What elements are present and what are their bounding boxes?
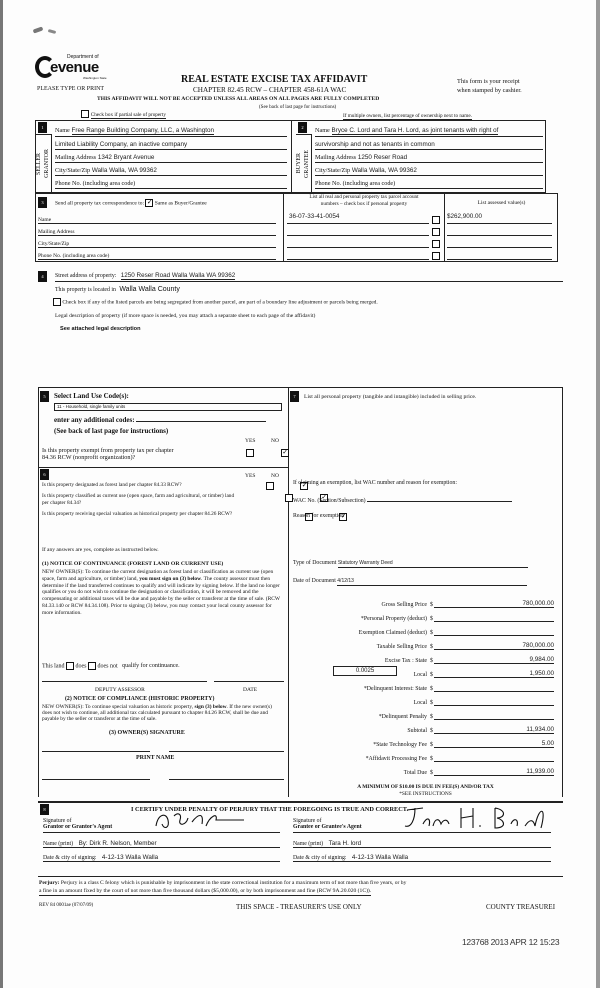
additional-codes-row bbox=[54, 415, 266, 424]
assessor-date-line[interactable] bbox=[214, 680, 284, 682]
multiple-owners-note: If multiple owners, list percentage of ownership next to name. bbox=[343, 113, 472, 119]
segregated-checkbox[interactable] bbox=[53, 298, 61, 306]
correspondence-fields bbox=[38, 212, 276, 260]
date-label: DATE bbox=[243, 687, 258, 693]
parcel-header-line2: numbers – check box if personal property bbox=[320, 201, 408, 207]
personal-property-label: List all personal property (tangible and intangible) included in selling price. bbox=[304, 394, 477, 400]
corr-mailing-row[interactable] bbox=[38, 224, 276, 236]
grantee-date: 4-12-13 Walla Walla bbox=[351, 854, 409, 861]
does-qualify-checkbox[interactable] bbox=[66, 662, 74, 670]
agency-name: Department of bbox=[67, 54, 99, 60]
parcel-row bbox=[287, 224, 555, 236]
form-chapter: CHAPTER 82.45 RCW – CHAPTER 458-61A WAC bbox=[193, 86, 347, 94]
legal-description[interactable]: See attached legal description bbox=[60, 326, 141, 332]
seller-side-label bbox=[36, 134, 52, 192]
mailing-label: Mailing Address bbox=[38, 229, 75, 235]
historical-question: Is this property receiving special valuation as historical property per chapter 84.26 RCW? bbox=[42, 511, 233, 517]
amount-row bbox=[293, 706, 555, 720]
city-label: City/State/Zip bbox=[38, 241, 70, 247]
print-name-line-1[interactable] bbox=[42, 778, 150, 780]
affidavit-processing-fee[interactable] bbox=[434, 755, 554, 762]
doc-type-row bbox=[293, 560, 528, 568]
amount-row bbox=[293, 594, 555, 608]
section-5-number: 5 bbox=[40, 391, 49, 402]
delinquent-interest-local[interactable] bbox=[434, 699, 554, 706]
section-6-number: 6 bbox=[40, 469, 49, 480]
amount-row bbox=[293, 636, 555, 650]
notice-of-compliance-body bbox=[42, 704, 282, 722]
city-label: City/State/Zip bbox=[315, 167, 351, 174]
personal-property-checkbox[interactable] bbox=[432, 240, 440, 248]
amount-row bbox=[293, 678, 555, 692]
owner-signature-line-2[interactable] bbox=[169, 750, 284, 752]
exemption-claimed[interactable] bbox=[434, 629, 554, 636]
currency-sign: $ bbox=[430, 616, 433, 622]
delinquent-penalty[interactable] bbox=[434, 713, 554, 720]
grantor-name-row[interactable] bbox=[43, 836, 280, 848]
treasurer-space-label: THIS SPACE - TREASURER'S USE ONLY bbox=[236, 903, 362, 911]
currency-sign: $ bbox=[430, 728, 433, 734]
section-8-bottom-border bbox=[38, 876, 563, 877]
forest-yes-checkbox[interactable] bbox=[266, 482, 274, 490]
notice-of-compliance-title: (2) NOTICE OF COMPLIANCE (HISTORIC PROPERTY) bbox=[65, 696, 215, 702]
section-divider bbox=[291, 120, 292, 193]
see-back-note: (See back of last page for instructions) bbox=[259, 105, 337, 110]
excise-tax-state-label: Excise Tax : State bbox=[384, 658, 427, 664]
currency-sign: $ bbox=[430, 742, 433, 748]
doc-date-label: Date of Document bbox=[293, 578, 336, 584]
grantor-sig-label-2: Grantor or Grantor's Agent bbox=[43, 824, 113, 830]
buyer-city-row[interactable] bbox=[315, 163, 543, 176]
land-use-label: Select Land Use Code(s): bbox=[54, 392, 129, 400]
land-use-select[interactable]: 11 - Household, single family units bbox=[54, 403, 282, 411]
parcel-number[interactable] bbox=[287, 225, 429, 236]
additional-codes-input[interactable] bbox=[136, 415, 266, 422]
currency-sign: $ bbox=[430, 602, 433, 608]
personal-property-checkbox[interactable] bbox=[432, 216, 440, 224]
currency-sign: $ bbox=[430, 658, 433, 664]
buyer-name-row[interactable] bbox=[315, 124, 543, 137]
name-label: Name bbox=[55, 127, 70, 134]
doc-type-value[interactable]: Statutory Warranty Deed bbox=[338, 560, 528, 568]
perjury-text-2: a fine in an amount fixed by the court of not more than five thousand dollars ($5,000.00), or by both imprisonment and fine (RCW 9A.20.020 (1C)). bbox=[39, 888, 371, 897]
seller-mailing-row[interactable] bbox=[55, 150, 287, 163]
partial-sale-row bbox=[81, 110, 166, 118]
see-instructions-note: *SEE INSTRUCTIONS bbox=[399, 791, 452, 797]
owner-signature-label: (3) OWNER(S) SIGNATURE bbox=[109, 730, 185, 736]
amount-row bbox=[293, 622, 555, 636]
buyer-label: BUYER bbox=[296, 153, 302, 174]
seller-city: Walla Walla, WA 99362 bbox=[91, 167, 157, 174]
name-label: Name bbox=[315, 127, 330, 134]
amount-row bbox=[293, 608, 555, 622]
please-type-label: PLEASE TYPE OR PRINT bbox=[37, 86, 105, 92]
notice2-bold: sign (3) below bbox=[194, 704, 227, 710]
taxable-selling-price-label: Taxable Selling Price bbox=[376, 644, 427, 650]
grantee-name-label: Name (print) bbox=[293, 841, 324, 847]
grantee-sig-label-2: Grantee or Grantee's Agent bbox=[293, 824, 362, 830]
parcel-row bbox=[287, 236, 555, 248]
section-4-number: 4 bbox=[38, 271, 47, 282]
segregated-label: Check box if any of the listed parcels are being segregated from another parcel, are part of a boundary line adjustment or parcels being merged. bbox=[62, 299, 378, 306]
notice1-text: NEW OWNER(S): To continue the current designation as forest land or classification as current use (open space, farm and agriculture, or timber) land, bbox=[42, 569, 274, 582]
gross-selling-price[interactable]: 780,000.00 bbox=[434, 600, 554, 608]
affidavit-processing-fee-label: *Affidavit Processing Fee bbox=[365, 756, 427, 762]
state-technology-fee-label: *State Technology Fee bbox=[373, 742, 427, 748]
assessed-value[interactable] bbox=[447, 225, 552, 236]
receipt-note: This form is your receipt bbox=[457, 78, 520, 85]
amount-row bbox=[293, 720, 555, 734]
currency-sign: $ bbox=[430, 770, 433, 776]
notice1-text-2: . The county assessor must then determine if the land transferred continues to qualify and will indicate by signing below. If the land no longer qualifies or you do not wish to continue the designation or classification, it will be removed and the compensating or additional taxes will be due and payable by the seller or transferor at the time of sale. (RCW 84.33.140 or RCW 84.34.108). Prior to signing (3) below, you may contact your local county assessor for more information. bbox=[42, 575, 280, 616]
delinquent-penalty-label: *Delinquent Penalty bbox=[378, 714, 427, 720]
exempt-no-checkbox[interactable] bbox=[281, 449, 289, 457]
buyer-phone-row[interactable] bbox=[315, 176, 543, 189]
seller-name-line1: Free Range Building Company, LLC, a Washington bbox=[71, 127, 214, 134]
print-name-label: PRINT NAME bbox=[136, 755, 175, 761]
mailing-label: Mailing Address bbox=[55, 154, 97, 161]
parcel-number[interactable] bbox=[287, 249, 429, 260]
assessed-value[interactable] bbox=[447, 249, 552, 260]
grantee-sig-label-1: Signature of bbox=[293, 818, 322, 824]
minimum-due-note: A MINIMUM OF $10.00 IS DUE IN FEE(S) AND/OR TAX bbox=[357, 784, 494, 790]
assessed-header: List assessed value(s) bbox=[477, 200, 526, 206]
currency-sign: $ bbox=[430, 672, 433, 678]
delinquent-interest-local-label: Local bbox=[413, 700, 427, 706]
yes-header: YES bbox=[245, 473, 256, 479]
seller-fields bbox=[55, 124, 287, 189]
state-technology-fee[interactable]: 5.00 bbox=[434, 740, 554, 748]
excise-tax-local[interactable]: 1,950.00 bbox=[434, 670, 554, 678]
no-header: NO bbox=[271, 473, 279, 479]
amount-row bbox=[293, 762, 555, 776]
grantor-signature-icon bbox=[148, 810, 248, 832]
buyer-side-label bbox=[296, 134, 312, 192]
amount-row bbox=[293, 650, 555, 664]
parcel-row bbox=[287, 212, 555, 224]
seller-city-row[interactable] bbox=[55, 163, 287, 176]
county-value: Walla Walla County bbox=[119, 286, 180, 293]
personal-property-deduct[interactable] bbox=[434, 615, 554, 622]
if-yes-note: If any answers are yes, complete as instructed below. bbox=[42, 547, 159, 553]
current-use-question: Is this property classified as current use (open space, farm and agricultural, or timber) land per chapter 84.34? bbox=[42, 493, 235, 506]
notice1-bold: you must sign on (3) below bbox=[139, 575, 202, 582]
qualify-label: qualify for continuance. bbox=[122, 663, 180, 670]
segregated-row bbox=[53, 298, 378, 306]
print-name-line-2[interactable] bbox=[169, 778, 284, 780]
taxable-selling-price[interactable]: 780,000.00 bbox=[434, 642, 554, 650]
perjury-notice bbox=[39, 880, 564, 896]
buyer-fields bbox=[315, 124, 543, 189]
seller-name-line2: Limited Liability Company, an inactive company bbox=[55, 141, 188, 148]
section-7-number: 7 bbox=[290, 391, 299, 402]
parcel-list bbox=[287, 212, 555, 260]
street-address-label: Street address of property: bbox=[55, 273, 117, 279]
currency-sign: $ bbox=[430, 644, 433, 650]
buyer-mailing: 1250 Reser Road bbox=[357, 154, 408, 161]
grantor-name-label: Name (print) bbox=[43, 841, 74, 847]
doc-date-value[interactable]: 4/12/13 bbox=[337, 578, 527, 586]
notice2-text-2: . If the new owner(s) does not wish to continue, all additional tax calculated pursuant to chapter 84.26 RCW, shall be due and payable by the seller or transferor at the time of sale. bbox=[42, 704, 272, 722]
partial-sale-checkbox[interactable] bbox=[81, 110, 89, 118]
yes-header: YES bbox=[245, 438, 256, 444]
seller-mailing: 1342 Bryant Avenue bbox=[97, 154, 155, 161]
no-header: NO bbox=[271, 438, 279, 444]
buyer-name-row-2[interactable] bbox=[315, 137, 543, 150]
exempt-question-line1: Is this property exempt from property tax per chapter bbox=[42, 447, 174, 454]
corr-name-row[interactable] bbox=[38, 212, 276, 224]
deputy-assessor-label: DEPUTY ASSESSOR bbox=[95, 687, 145, 693]
buyer-mailing-row[interactable] bbox=[315, 150, 543, 163]
county-treasurer-label: COUNTY TREASUREI bbox=[486, 903, 556, 911]
grantor-label: GRANTOR bbox=[44, 149, 50, 178]
grantor-signature-row[interactable] bbox=[43, 824, 280, 833]
same-as-buyer-checkbox[interactable] bbox=[145, 199, 153, 207]
send-correspondence-label: Send all property tax correspondence to: bbox=[55, 200, 145, 207]
amount-row bbox=[293, 692, 555, 706]
certification-statement: I CERTIFY UNDER PENALTY OF PERJURY THAT THE FOREGOING IS TRUE AND CORRECT. bbox=[131, 806, 409, 813]
revenue-logo bbox=[33, 52, 113, 82]
grantee-label: GRANTEE bbox=[304, 149, 310, 178]
excise-tax-state[interactable]: 9,984.00 bbox=[434, 656, 554, 664]
seller-name-row[interactable] bbox=[55, 124, 287, 137]
parcel-number[interactable] bbox=[287, 237, 429, 248]
parcel-number[interactable]: 36-07-33-41-0054 bbox=[287, 213, 429, 224]
gross-selling-price-label: Gross Selling Price bbox=[381, 602, 427, 608]
scan-mark bbox=[48, 29, 57, 34]
assessed-value[interactable]: $262,900.00 bbox=[447, 213, 552, 224]
corr-phone-row[interactable] bbox=[38, 248, 276, 260]
delinquent-interest-state[interactable] bbox=[434, 685, 554, 692]
tax-calculation bbox=[293, 594, 555, 776]
exempt-question-line2: 84.36 RCW (nonprofit organization)? bbox=[42, 454, 136, 461]
legal-description-label: Legal description of property (if more space is needed, you may attach a separate sheet to each page of the affidavit) bbox=[55, 313, 316, 319]
grantor-name: By: Dirk R. Nelson, Member bbox=[78, 840, 157, 847]
grantor-date-row[interactable] bbox=[43, 850, 280, 862]
wac-row bbox=[293, 495, 512, 504]
cashier-stamp: 123768 2013 APR 12 15:23 bbox=[462, 937, 560, 947]
wac-input[interactable] bbox=[367, 495, 512, 502]
agency-logo-text: evenue bbox=[50, 59, 99, 76]
grantee-date-label: Date & city of signing: bbox=[293, 855, 347, 861]
grantee-name: Tara H. lord bbox=[328, 840, 362, 847]
notice-of-continuance-title: (1) NOTICE OF CONTINUANCE (FOREST LAND OR CURRENT USE) bbox=[42, 561, 224, 567]
excise-tax-local-label: Local bbox=[413, 672, 427, 678]
grantor-date-label: Date & city of signing: bbox=[43, 855, 97, 861]
section-2-number: 2 bbox=[298, 122, 307, 133]
currency-sign: $ bbox=[430, 756, 433, 762]
form-revision: REV 84 0001ae (07/07/09) bbox=[39, 903, 94, 908]
grantee-signature-icon bbox=[401, 804, 551, 832]
owner-signature-line-1[interactable] bbox=[42, 750, 150, 752]
doc-date-row bbox=[293, 578, 527, 586]
current-use-yes-checkbox[interactable] bbox=[285, 494, 293, 502]
parcel-header bbox=[284, 194, 444, 208]
total-due-label: Total Due bbox=[403, 770, 427, 776]
this-land-label: This land bbox=[42, 663, 65, 670]
grantor-signature-block bbox=[43, 818, 280, 862]
seller-name-row-2[interactable] bbox=[55, 137, 287, 150]
corr-city-row[interactable] bbox=[38, 236, 276, 248]
exempt-question bbox=[42, 447, 174, 461]
amount-row bbox=[293, 748, 555, 762]
personal-property-checkbox[interactable] bbox=[432, 228, 440, 236]
section-8-top-border bbox=[38, 801, 563, 803]
section-3-number: 3 bbox=[38, 197, 47, 208]
currency-sign: $ bbox=[430, 714, 433, 720]
grantee-date-row[interactable] bbox=[293, 850, 551, 862]
mailing-label: Mailing Address bbox=[315, 154, 357, 161]
perjury-text-1: Perjury is a class C felony which is punishable by imprisonment in the state correctional institution for a maximum term of not more than five years, or by bbox=[59, 880, 407, 886]
does-not-qualify-checkbox[interactable] bbox=[88, 662, 96, 670]
subtotal-label: Subtotal bbox=[407, 728, 427, 734]
grantor-sig-label-1: Signature of bbox=[43, 818, 72, 824]
exemption-claimed-label: Exemption Claimed (deduct) bbox=[358, 630, 427, 636]
grantee-name-row[interactable] bbox=[293, 836, 551, 848]
completion-warning: THIS AFFIDAVIT WILL NOT BE ACCEPTED UNLESS ALL AREAS ON ALL PAGES ARE FULLY COMPLETED bbox=[97, 96, 380, 102]
section-6-divider bbox=[38, 467, 288, 468]
exempt-yes-checkbox[interactable] bbox=[246, 449, 254, 457]
receipt-note-2: when stamped by cashier. bbox=[457, 87, 522, 94]
exemption-label: If claiming an exemption, list WAC number and reason for exemption: bbox=[293, 480, 457, 486]
parcel-header-line1: List all real and personal property tax parcel account bbox=[309, 194, 419, 200]
delinquent-interest-state-label: *Delinquent Interest: State bbox=[363, 686, 427, 692]
phone-label: Phone No. (including area code) bbox=[38, 253, 110, 259]
send-correspondence-row bbox=[55, 199, 207, 207]
city-label: City/State/Zip bbox=[55, 167, 91, 174]
section-8-number: 8 bbox=[40, 804, 49, 815]
notice-of-continuance-body bbox=[42, 569, 282, 617]
personal-property-deduct-label: *Personal Property (deduct) bbox=[360, 616, 427, 622]
grantor-date: 4-12-13 Walla Walla bbox=[101, 854, 159, 861]
notice2-text: NEW OWNER(S): To continue special valuation as historic property, bbox=[42, 704, 195, 710]
doc-type-label: Type of Document bbox=[293, 560, 337, 566]
seller-phone-row[interactable] bbox=[55, 176, 287, 189]
personal-property-checkbox[interactable] bbox=[432, 252, 440, 260]
partial-sale-label: Check box if partial sale of property bbox=[90, 112, 166, 118]
located-label: This property is located in bbox=[55, 287, 116, 293]
amount-row bbox=[293, 734, 555, 748]
perjury-label: Perjury: bbox=[39, 880, 60, 886]
total-due[interactable]: 11,939.00 bbox=[434, 768, 554, 776]
grantee-signature-block bbox=[293, 818, 551, 862]
assessed-value[interactable] bbox=[447, 237, 552, 248]
parcel-row bbox=[287, 248, 555, 260]
deputy-assessor-line[interactable] bbox=[42, 680, 207, 682]
currency-sign: $ bbox=[430, 630, 433, 636]
see-back-note: (See back of last page for instructions) bbox=[54, 427, 169, 435]
additional-codes-label: enter any additional codes: bbox=[54, 416, 135, 424]
forest-land-question: Is this property designated as forest land per chapter 84.33 RCW? bbox=[42, 482, 182, 488]
amount-row bbox=[293, 664, 555, 678]
phone-label: Phone No. (including area code) bbox=[315, 180, 396, 187]
currency-sign: $ bbox=[430, 686, 433, 692]
scan-mark bbox=[33, 26, 44, 33]
reason-label: Reason for exemption bbox=[293, 513, 345, 519]
buyer-name-line1: Bryce C. Lord and Tara H. Lord, as joint tenants with right of bbox=[331, 127, 499, 134]
same-as-buyer-label: Same as Buyer/Grantee bbox=[154, 200, 207, 207]
phone-label: Phone No. (including area code) bbox=[55, 180, 136, 187]
agency-state: Washington State bbox=[83, 76, 107, 80]
wac-label: WAC No. (Section/Subsection) bbox=[293, 498, 366, 504]
local-rate-box[interactable]: 0.0025 bbox=[333, 666, 397, 676]
street-address-row[interactable] bbox=[55, 272, 563, 282]
does-not-label: does not bbox=[97, 663, 118, 670]
street-address: 1250 Reser Road Walla Walla WA 99362 bbox=[120, 272, 236, 279]
buyer-city: Walla Walla, WA 99362 bbox=[351, 167, 417, 174]
continuance-row bbox=[42, 662, 180, 670]
subtotal[interactable]: 11,934.00 bbox=[434, 726, 554, 734]
county-row bbox=[55, 286, 180, 293]
seller-label: SELLER bbox=[36, 152, 42, 175]
currency-sign: $ bbox=[430, 700, 433, 706]
buyer-name-line2: survivorship and not as tenants in common bbox=[315, 141, 435, 148]
form-title: REAL ESTATE EXCISE TAX AFFIDAVIT bbox=[181, 74, 368, 85]
does-label: does bbox=[75, 663, 87, 670]
name-label: Name bbox=[38, 217, 52, 223]
grantee-signature-row[interactable] bbox=[293, 824, 551, 833]
section-1-number: 1 bbox=[38, 122, 47, 133]
